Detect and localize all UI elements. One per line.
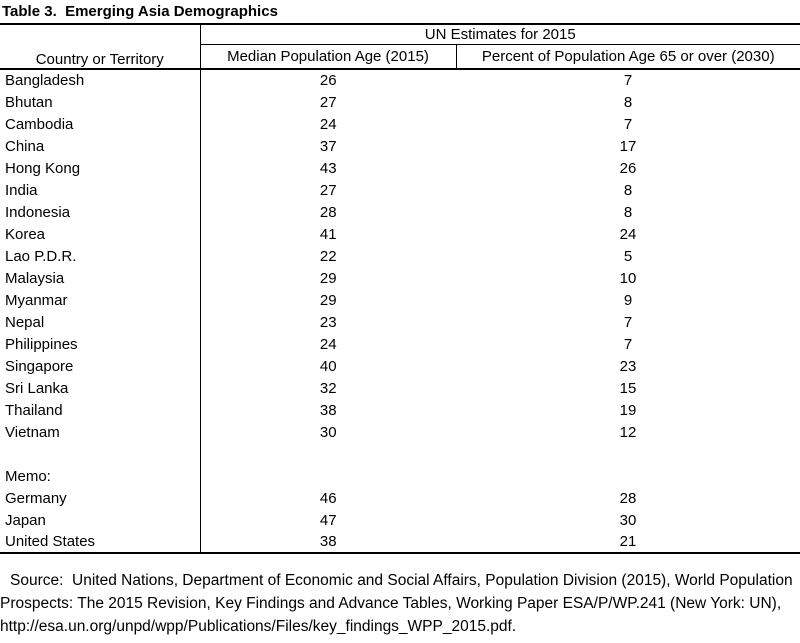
table-row [0,201,800,223]
median-cell: 22 [200,245,456,267]
percent-cell: 9 [623,291,633,309]
median-cell: 30 [200,421,456,443]
percent-cell: 12 [619,423,637,441]
percent-cell: 19 [619,401,637,419]
percent-cell: 8 [623,181,633,199]
country-cell: Thailand [5,401,63,419]
percent-cell: 28 [619,489,637,507]
country-cell [0,443,200,465]
header-group-row [0,24,800,44]
country-cell: Nepal [5,313,45,331]
median-cell: 37 [200,135,456,157]
percent-cell [456,465,800,487]
median-cell: 28 [200,201,456,223]
country-cell: Singapore [5,357,74,375]
percent-cell [456,443,800,465]
percent-cell: 5 [623,247,633,265]
page-title: Table 3. Emerging Asia Demographics [2,3,278,20]
table-row [0,91,800,113]
median-cell: 41 [200,223,456,245]
demographics-table [0,23,800,554]
table-body [0,69,800,553]
table-row [0,113,800,135]
table-row [0,289,800,311]
group-column-header: UN Estimates for 2015 [200,24,800,44]
country-cell: Bhutan [5,93,53,111]
country-cell: Japan [5,511,46,529]
median-cell [200,443,456,465]
country-cell: Sri Lanka [5,379,69,397]
table-row [0,465,800,487]
country-cell: Memo: [5,467,51,485]
country-cell: Vietnam [5,423,60,441]
percent-cell: 15 [619,379,637,397]
median-cell: 24 [200,113,456,135]
table-row [0,267,800,289]
table-row [0,245,800,267]
median-cell: 38 [200,399,456,421]
median-cell: 38 [200,531,456,553]
median-cell: 47 [200,509,456,531]
median-cell: 24 [200,333,456,355]
table-row [0,399,800,421]
table-row [0,421,800,443]
country-cell: Korea [5,225,46,243]
median-cell: 23 [200,311,456,333]
table-row [0,311,800,333]
country-cell: Malaysia [5,269,65,287]
table-row [0,355,800,377]
table-header [0,24,800,69]
country-cell: Bangladesh [5,72,85,89]
percent-cell: 26 [619,159,637,177]
table-row [0,179,800,201]
median-cell: 43 [200,157,456,179]
country-cell: United States [5,533,96,550]
percent-cell: 10 [619,269,637,287]
median-cell: 26 [200,69,456,91]
median-cell: 29 [200,267,456,289]
country-cell: Lao P.D.R. [5,247,77,265]
percent-cell: 7 [623,115,633,133]
source-note: Source: United Nations, Department of Economic and Social Affairs, Population Division (2015), World Population Prospects: The 2015 Revision, Key Findings and Advance Tables, Working Paper ESA/P/WP.241 (New York: UN), http://esa.un.org/unpd/wpp/Publications/Files/key_findings_WPP_2015.pdf. [0,572,797,635]
percent-cell: 7 [623,335,633,353]
table-row [0,377,800,399]
table-row [0,223,800,245]
median-cell: 27 [200,91,456,113]
country-cell: Indonesia [5,203,71,221]
table-row [0,531,800,553]
country-cell: Myanmar [5,291,68,309]
median-cell [200,465,456,487]
percent-cell: 23 [619,357,637,375]
percent-cell: 30 [619,511,637,529]
percent-cell: 21 [619,533,637,550]
table-row [0,69,800,91]
table-row [0,443,800,465]
table-row [0,135,800,157]
percent-cell: 7 [623,313,633,331]
table-row [0,487,800,509]
country-cell: Germany [5,489,67,507]
percent-65-column-header: Percent of Population Age 65 or over (2030) [456,44,800,69]
country-cell: Philippines [5,335,78,353]
table-row [0,333,800,355]
percent-cell: 24 [619,225,637,243]
median-cell: 46 [200,487,456,509]
median-cell: 29 [200,289,456,311]
median-cell: 32 [200,377,456,399]
median-age-column-header: Median Population Age (2015) [200,44,456,69]
median-cell: 40 [200,355,456,377]
percent-cell: 8 [623,93,633,111]
country-cell: India [5,181,38,199]
median-cell: 27 [200,179,456,201]
country-cell: Cambodia [5,115,74,133]
country-cell: Hong Kong [5,159,81,177]
percent-cell: 8 [623,203,633,221]
table-row [0,509,800,531]
country-column-header: Country or Territory [0,24,200,69]
percent-cell: 17 [619,137,637,155]
percent-cell: 7 [623,72,633,89]
table-row [0,157,800,179]
country-cell: China [5,137,45,155]
